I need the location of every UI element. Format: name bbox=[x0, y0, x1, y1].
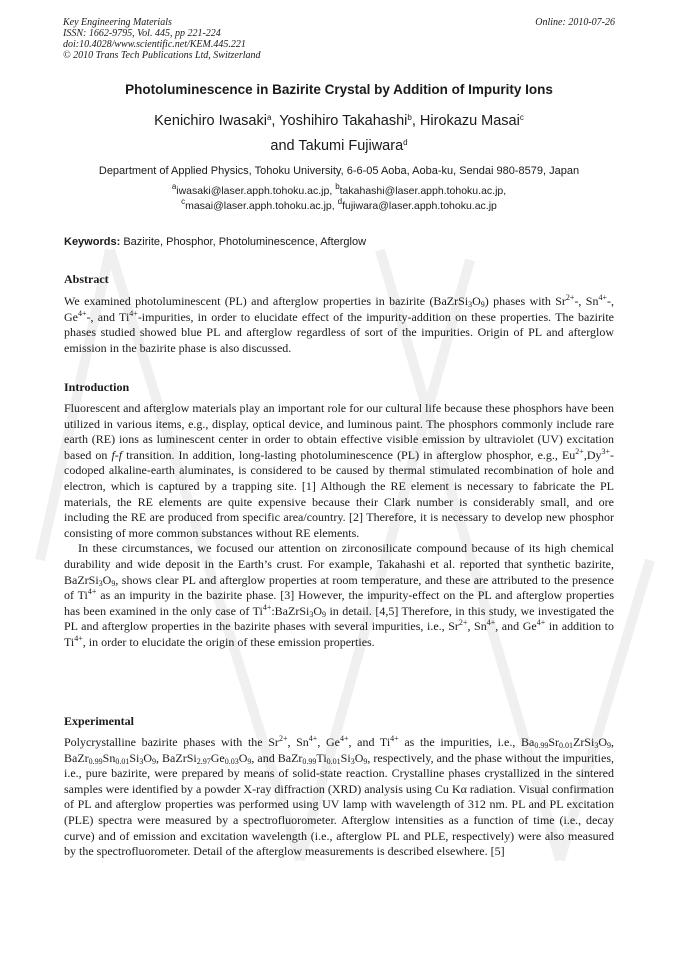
introduction-heading: Introduction bbox=[64, 380, 130, 394]
author-conjunction: and bbox=[270, 138, 295, 154]
experimental-heading: Experimental bbox=[64, 714, 134, 728]
author-line-1: Kenichiro Iwasaki$^a$, Yoshihiro Takahashi$^b$, Hirokazu Masai$^c$ bbox=[154, 113, 524, 129]
author-name: Hirokazu Masai bbox=[419, 113, 520, 129]
journal-name: Key Engineering Materials bbox=[63, 17, 172, 28]
email-address[interactable]: fujiwara@laser.apph.tohoku.ac.jp bbox=[342, 200, 497, 212]
author-mark: d bbox=[403, 138, 408, 147]
experimental-text bbox=[64, 735, 614, 860]
keywords-label: Keywords: bbox=[64, 236, 121, 248]
introduction-paragraph-1: Fluorescent and afterglow materials play an important role for our cultural life because these phosphors have been utilized in various items, e.g., display, optical device, and luminous paint. The phosphors commonly include rare earth (RE) ions as luminescent center in order to obtain effective visible emission by ultraviolet (UV) excitation based on f-f transition. In addition, long-lasting photoluminescence (PL) in afterglow phosphor, e.g., $Eu^{2+},Dy^{3+}$-codoped alkaline-earth aluminates, is considered to be caused by thermal stimulated recombination of hole and electron, which is captured by a trapping site. [1] Although the RE element is necessary to fabricate the PL materials, the RE elements are quite expensive because their Clark number is considerably small, and ore including the RE are produced from specific area/country. [2] Therefore, it is necessary to develop new phosphor consisting of more common substances without RE elements. bbox=[64, 401, 614, 540]
email-mark: d bbox=[337, 197, 343, 206]
author-emails bbox=[60, 184, 618, 214]
email-address[interactable]: iwasaki@laser.apph.tohoku.ac.jp, bbox=[176, 185, 333, 197]
keywords-text: Bazirite, Phosphor, Photoluminescence, Afterglow bbox=[123, 236, 367, 248]
doi-line: doi:10.4028/www.scientific.net/KEM.445.221 bbox=[63, 39, 246, 50]
author-mark: a bbox=[266, 113, 272, 122]
abstract-text bbox=[64, 294, 614, 356]
paper-title: Photoluminescence in Bazirite Crystal by Addition of Impurity Ions bbox=[125, 82, 553, 97]
author-line-2 bbox=[60, 138, 618, 154]
introduction-paragraph-2: In these circumstances, we focused our attention on zirconosilicate compound because of its high chemical durability and wide deposit in the Earth’s crust. For example, Takahashi et al. reported that synthetic bazirite, $BaZrSi_3O_9$, shows clear PL and afterglow properties at room temperature, and these are attributed to the presence of $Ti^{4+}$ as an impurity in the bazirite phase. [3] However, the impurity-effect on the PL and afterglow properties has been examined in the only case of $Ti^{4+}:BaZrSi_3O_9$ in detail. [4,5] Therefore, in this study, we investigated the PL and afterglow properties in the bazirite phases with several impurities, i.e., $Sr^{2+}$, $Sn^{4+}$, and $Ge^{4+}$ in addition to $Ti^{4+}$, in order to elucidate the origin of these emission properties. bbox=[64, 541, 615, 649]
keywords bbox=[64, 236, 614, 248]
experimental-paragraph: Polycrystalline bazirite phases with the $Sr^{2+}$, $Sn^{4+}$, $Ge^{4+}$, and $Ti^{4+}$ as the impurities, i.e., $Ba_{0.99}Sr_{0.01}ZrSi_3O_9$, $BaZr_{0.99}Sn_{0.01}Si_3O_9$, $BaZrSi_{2.97}Ge_{0.03}O_9$, and $BaZr_{0.99}Ti_{0.01}Si_3O_9$, respectively, and the phase without the impurities, i.e., pure bazirite, were prepared by means of solid-state reaction. Crystalline phases crystallized in the sintered samples were identified by a powder X-ray diffraction (XRD) analysis using Cu Kα radiation. Visual confirmation of PL and afterglow properties was performed using UV lamp with wavelength of 312 nm. PL and PL excitation (PLE) spectra were measured by a spectrofluorometer. Afterglow intensities as a function of time (i.e., decay curve) and of emission and excitation wavelength (i.e., afterglow PL and PLE, respectively) were also measured by the spectrofluorometer. Detail of the afterglow measurements is described elsewhere. [5] bbox=[64, 734, 614, 859]
abstract-paragraph: We examined photoluminescent (PL) and afterglow properties in bazirite $(BaZrSi_3O_9)$ phases with $Sr^{2+}-$, $Sn^{4+}-$, $Ge^{4+}-$, and $Ti^{4+}$-impurities, in order to elucidate effect of the impurity-addition on these properties. The bazirite phases studied showed blue PL and afterglow regardless of sort of the impurities. Origin of PL and afterglow emission in the bazirite phase is also discussed. bbox=[64, 293, 615, 355]
journal-header bbox=[63, 17, 261, 61]
author-name: Takumi Fujiwara bbox=[298, 138, 404, 154]
email-line-2 bbox=[60, 199, 618, 214]
email-mark: b bbox=[335, 182, 340, 191]
author-name: Yoshihiro Takahashi bbox=[279, 113, 408, 129]
email-mark: a bbox=[171, 182, 177, 191]
issn-line: ISSN: 1662-9795, Vol. 445, pp 221-224 bbox=[63, 28, 221, 39]
author-mark: b bbox=[407, 113, 412, 122]
copyright-line: © 2010 Trans Tech Publications Ltd, Switzerland bbox=[63, 50, 261, 61]
email-address[interactable]: takahashi@laser.apph.tohoku.ac.jp, bbox=[339, 185, 507, 197]
introduction-text bbox=[64, 401, 614, 651]
online-date: Online: 2010-07-26 bbox=[535, 17, 615, 28]
author-mark: c bbox=[519, 113, 524, 122]
abstract-heading: Abstract bbox=[64, 272, 109, 286]
author-name: Kenichiro Iwasaki bbox=[154, 113, 267, 129]
email-mark: c bbox=[181, 197, 186, 206]
email-address[interactable]: masai@laser.apph.tohoku.ac.jp, bbox=[185, 200, 335, 212]
affiliation: Department of Applied Physics, Tohoku University, 6-6-05 Aoba, Aoba-ku, Sendai 980-8579, Japan bbox=[98, 165, 580, 177]
